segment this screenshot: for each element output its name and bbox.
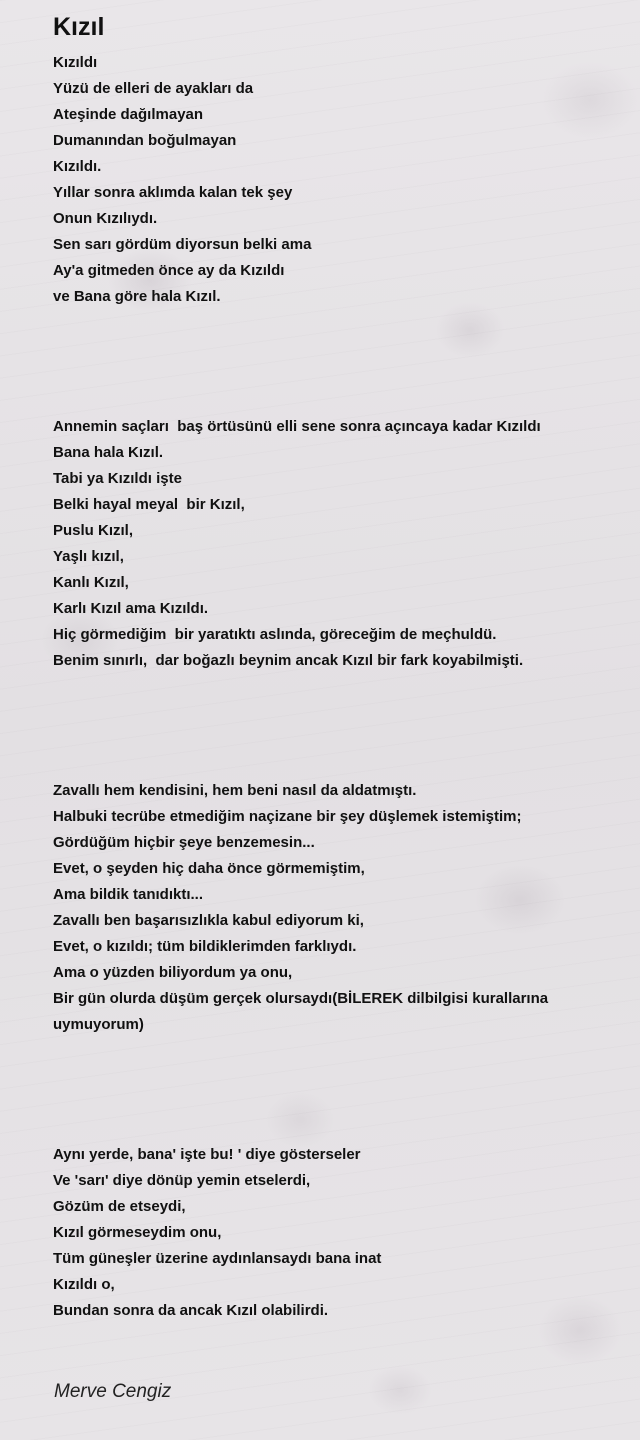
poem-line: Kızıl görmeseydim onu, [53, 1224, 222, 1241]
poem-line: Yıllar sonra aklımda kalan tek şey [53, 184, 293, 201]
poem-line: ve Bana göre hala Kızıl. [53, 288, 221, 305]
poem-line: Ateşinde dağılmayan [53, 106, 204, 123]
poem-line: Tüm güneşler üzerine aydınlansaydı bana inat [53, 1250, 382, 1267]
poem-line: Aynı yerde, bana' işte bu! ' diye gösterseler [53, 1146, 361, 1163]
poem-line: Yüzü de elleri de ayakları da [53, 80, 254, 97]
poem-line: uymuyorum) [53, 1016, 144, 1033]
poem-body [53, 50, 613, 1428]
poem-line: Bundan sonra da ancak Kızıl olabilirdi. [53, 1302, 329, 1319]
stanza-3 [53, 778, 613, 1038]
poem-line: Evet, o kızıldı; tüm bildiklerimden farklıydı. [53, 938, 357, 955]
poem-line: Evet, o şeyden hiç daha önce görmemiştim, [53, 860, 365, 877]
poem-line: Benim sınırlı, dar boğazlı beynim ancak Kızıl bir fark koyabilmişti. [53, 652, 524, 669]
poem-line: Annemin saçları baş örtüsünü elli sene sonra açıncaya kadar Kızıldı [53, 418, 541, 435]
poem-line: Ama bildik tanıdıktı... [53, 886, 204, 903]
poem-line: Gözüm de etseydi, [53, 1198, 186, 1215]
stanza-1 [53, 50, 613, 310]
stanza-2 [53, 414, 613, 674]
poem-line: Kanlı Kızıl, [53, 574, 129, 591]
poem-line: Ay'a gitmeden önce ay da Kızıldı [53, 262, 285, 279]
poem-line: Hiç görmediğim bir yaratıktı aslında, göreceğim de meçhuldü. [53, 626, 497, 643]
poem-line: Kızıldı o, [53, 1276, 115, 1293]
poem-title: Kızıl [53, 13, 105, 41]
poem-line: Ve 'sarı' diye dönüp yemin etselerdi, [53, 1172, 311, 1189]
poem-line: Bir gün olurda düşüm gerçek olursaydı(BİLEREK dilbilgisi kurallarına [53, 990, 549, 1007]
poem-line: Puslu Kızıl, [53, 522, 134, 539]
poem-line: Tabi ya Kızıldı işte [53, 470, 182, 487]
poem-line: Halbuki tecrübe etmediğim naçizane bir şey düşlemek istemiştim; [53, 808, 522, 825]
poem-line: Sen sarı gördüm diyorsun belki ama [53, 236, 312, 253]
poem-line: Dumanından boğulmayan [53, 132, 237, 149]
poem-line: Kızıldı [53, 54, 98, 71]
poem-line: Ama o yüzden biliyordum ya onu, [53, 964, 293, 981]
poem-line: Yaşlı kızıl, [53, 548, 124, 565]
poem-line: Onun Kızılıydı. [53, 210, 158, 227]
poem-line: Kızıldı. [53, 158, 102, 175]
poem-line: Bana hala Kızıl. [53, 444, 164, 461]
poem-line: Karlı Kızıl ama Kızıldı. [53, 600, 209, 617]
poem-line: Zavallı ben başarısızlıkla kabul ediyorum ki, [53, 912, 364, 929]
poem-line: Gördüğüm hiçbir şeye benzemesin... [53, 834, 315, 851]
stanza-4 [53, 1142, 613, 1324]
poem-line: Zavallı hem kendisini, hem beni nasıl da aldatmıştı. [53, 782, 417, 799]
poem-author: Merve Cengiz [54, 1381, 172, 1402]
poem-line: Belki hayal meyal bir Kızıl, [53, 496, 245, 513]
